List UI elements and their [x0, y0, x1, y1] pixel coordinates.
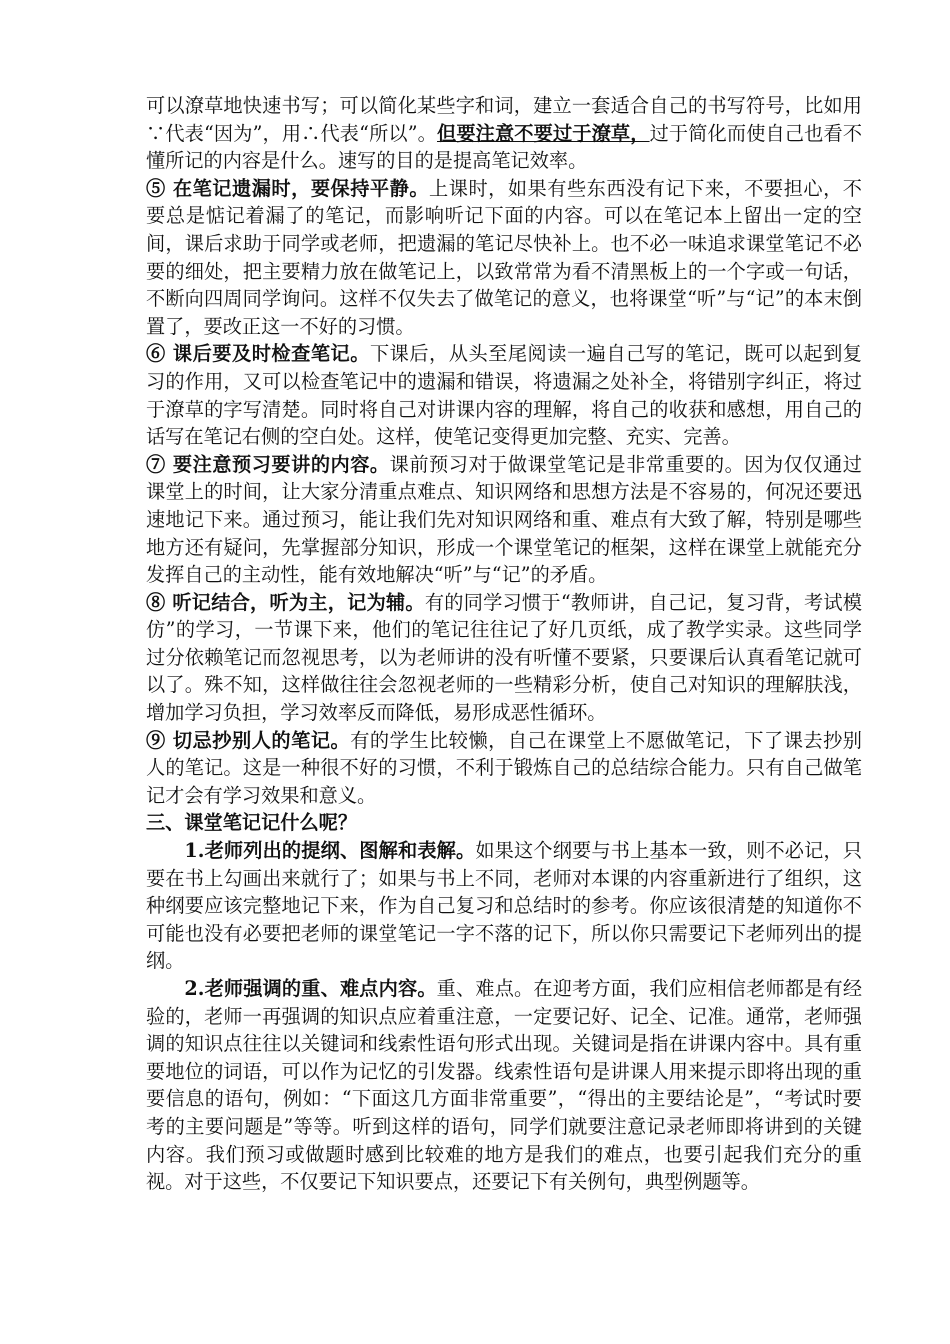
tip-title: ⑦ 要注意预习要讲的内容。	[146, 452, 390, 476]
paragraph-shorthand	[146, 92, 862, 175]
item-title: 1.老师列出的提纲、图解和表解。	[184, 839, 476, 863]
item-key-points	[146, 975, 862, 1196]
item-body: 如果这个纲要与书上基本一致，则不必记，只要在书上勾画出来就行了；如果与书上不同，老师对本课的内容重新进行了组织，这种纲要应该完整地记下来，作为自己复习和总结时的参考。你应该很清楚的知道你不可能也没有必要把老师的课堂笔记一字不落的记下，所以你只需要记下老师列出的提纲。	[146, 839, 863, 973]
text-segment: 可以潦草地快速书写；可以简化某些字和词，建立一套适合自己的书写符号，比如用∵代表“因为”，用∴代表“所以”。	[146, 94, 862, 145]
tip-body: 课前预习对于做课堂笔记是非常重要的。因为仅仅通过课堂上的时间，让大家分清重点难点、知识网络和思想方法是不容易的，何况还要迅速地记下来。通过预习，能让我们先对知识网络和重、难点有大致了解，特别是哪些地方还有疑问，先掌握部分知识，形成一个课堂笔记的框架，这样在课堂上就能充分发挥自己的主动性，能有效地解决“听”与“记”的矛盾。	[146, 452, 862, 587]
document-page	[146, 92, 862, 1196]
item-body: 重、难点。在迎考方面，我们应相信老师都是有经验的，老师一再强调的知识点应着重注意，一定要记好、记全、记准。通常，老师强调的知识点往往以关键词和线索性语句形式出现。关键词是指在讲课内容中。具有重要地位的词语，可以作为记忆的引发器。线索性语句是讲课人用来提示即将出现的重要信息的语句，例如：“下面这几方面非常重要”，“得出的主要结论是”，“考试时要考的主要问题是”等等。听到这样的语句，同学们就要注意记录老师即将讲到的关键内容。我们预习或做题时感到比较难的地方是我们的难点，也要引起我们充分的重视。对于这些，不仅要记下知识要点，还要记下有关例句，典型例题等。	[146, 977, 863, 1194]
paragraph-tip-8	[146, 589, 862, 727]
tip-body: 有的学生比较懒，自己在课堂上不愿做笔记，下了课去抄别人的笔记。这是一种很不好的习惯，不利于锻炼自己的总结综合能力。只有自己做笔记才会有学习效果和意义。	[146, 728, 862, 807]
tip-title: ⑨ 切忌抄别人的笔记。	[146, 728, 351, 752]
tip-title: ⑤ 在笔记遗漏时，要保持平静。	[146, 176, 430, 200]
item-title: 2.老师强调的重、难点内容。	[184, 977, 437, 1000]
tip-title: ⑧ 听记结合，听为主，记为辅。	[146, 590, 425, 614]
item-outline	[146, 837, 862, 975]
paragraph-tip-7	[146, 451, 862, 589]
tip-body: 有的同学习惯于“教师讲，自己记，复习背，考试模仿”的学习，一节课下来，他们的笔记往往记了好几页纸，成了教学实录。这些同学过分依赖笔记而忽视思考，以为老师讲的没有听懂不要紧，只要课后认真看笔记就可以了。殊不知，这样做往往会忽视老师的一些精彩分析，使自己对知识的理解肤浅，增加学习负担，学习效率反而降低，易形成恶性循环。	[146, 590, 862, 725]
paragraph-tip-6	[146, 340, 862, 450]
paragraph-tip-5	[146, 175, 862, 341]
emphasis-segment: 但要注意不要过于潦草，	[437, 121, 650, 145]
tip-body: 上课时，如果有些东西没有记下来，不要担心，不要总是惦记着漏了的笔记，而影响听记下面的内容。可以在笔记本上留出一定的空间，课后求助于同学或老师，把遗漏的笔记尽快补上。也不必一味追求课堂笔记不必要的细处，把主要精力放在做笔记上，以致常常为看不清黑板上的一个字或一句话，不断向四周同学询问。这样不仅失去了做笔记的意义，也将课堂“听”与“记”的本末倒置了，要改正这一不好的习惯。	[146, 176, 862, 338]
section-heading: 三、课堂笔记记什么呢？	[146, 811, 358, 835]
text-segment: 过于简化而使自己也看不懂所记的内容是什么。速写的目的是提高笔记效率。	[146, 121, 863, 173]
tip-body: 下课后，从头至尾阅读一遍自己写的笔记，既可以起到复习的作用，又可以检查笔记中的遗漏和错误，将遗漏之处补全，将错别字纠正，将过于潦草的字写清楚。同时将自己对讲课内容的理解，将自己的收获和感想，用自己的话写在笔记右侧的空白处。这样，使笔记变得更加完整、充实、完善。	[146, 342, 862, 449]
tip-title: ⑥ 课后要及时检查笔记。	[146, 342, 370, 366]
paragraph-tip-9	[146, 727, 862, 810]
